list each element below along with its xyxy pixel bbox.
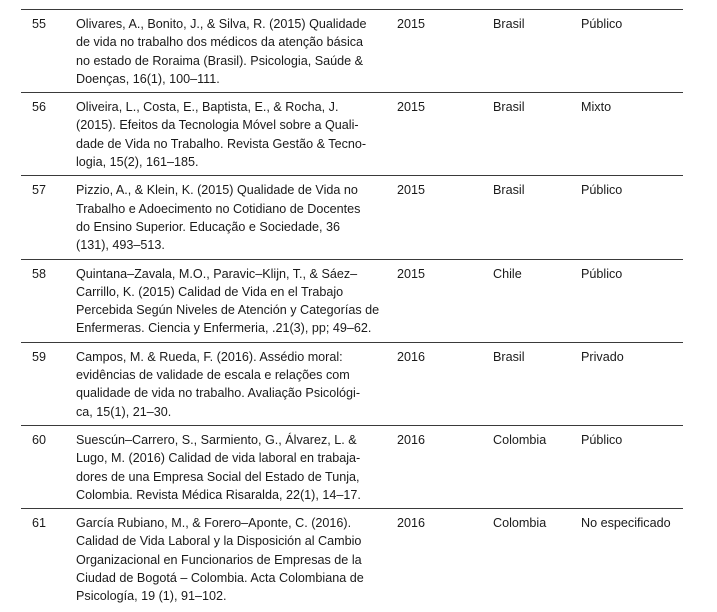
country: Brasil <box>493 17 525 31</box>
sector: Público <box>581 432 623 447</box>
reference-citation <box>76 98 386 171</box>
reference-line: evidências de validade de escala e relações com <box>76 368 350 383</box>
publication-year: 2015 <box>397 266 426 281</box>
reference-citation <box>76 265 386 338</box>
country: Brasil <box>493 183 525 198</box>
row-number: 55 <box>32 17 47 31</box>
reference-line: Colombia. Revista Médica Risaralda, 22(1), 14–17. <box>76 487 361 502</box>
reference-citation <box>76 431 386 504</box>
publication-year: 2016 <box>397 349 426 364</box>
reference-line: dade de Vida no Trabalho. Revista Gestão & Tecno- <box>76 136 367 151</box>
sector: Privado <box>581 349 624 364</box>
reference-line: Carrillo, K. (2015) Calidad de Vida en el Trabajo <box>76 284 344 299</box>
reference-line: de vida no trabalho dos médicos da atenção básica <box>76 35 364 50</box>
references-table <box>21 9 683 610</box>
reference-line: Organizacional en Funcionarios de Empresas de la <box>76 552 362 567</box>
reference-line: Percebida Según Niveles de Atención y Categorías de <box>76 303 380 318</box>
row-number: 56 <box>32 100 47 115</box>
reference-line: Ciudad de Bogotá – Colombia. Acta Colombiana de <box>76 571 364 586</box>
reference-line: Suescún–Carrero, S., Sarmiento, G., Álvarez, L. & <box>76 432 357 447</box>
reference-line: ca, 15(1), 21–30. <box>76 404 172 419</box>
publication-year: 2015 <box>397 183 426 198</box>
row-number: 58 <box>32 266 47 281</box>
country: Chile <box>493 266 522 281</box>
sector: No especificado <box>581 516 671 531</box>
country: Colombia <box>493 516 547 531</box>
reference-line: (2015). Efeitos da Tecnologia Móvel sobre a Quali- <box>76 118 359 133</box>
publication-year: 2016 <box>397 432 426 447</box>
country: Brasil <box>493 349 525 364</box>
reference-line: do Ensino Superior. Educação e Sociedade, 36 <box>76 219 340 234</box>
reference-line: García Rubiano, M., & Forero–Aponte, C. (2016). <box>76 516 352 531</box>
reference-citation <box>76 181 386 254</box>
reference-citation <box>76 514 386 605</box>
reference-line: (131), 493–513. <box>76 238 165 253</box>
table-row <box>21 509 683 609</box>
reference-line: Enfermeras. Ciencia y Enfermeria, .21(3), pp; 49–62. <box>76 321 372 336</box>
row-number: 61 <box>32 516 47 531</box>
reference-line: Pizzio, A., & Klein, K. (2015) Qualidade de Vida no <box>76 183 358 198</box>
row-number: 57 <box>32 183 47 198</box>
reference-line: Trabalho e Adoecimento no Cotidiano de Docentes <box>76 201 361 216</box>
sector: Público <box>581 17 623 31</box>
sector: Público <box>581 183 623 198</box>
table-row <box>21 426 683 509</box>
country: Brasil <box>493 100 525 115</box>
sector: Mixto <box>581 100 612 115</box>
reference-line: qualidade de vida no trabalho. Avaliação Psicológi- <box>76 386 361 401</box>
reference-line: Lugo, M. (2016) Calidad de vida laboral en trabaja- <box>76 451 361 466</box>
country: Colombia <box>493 432 547 447</box>
table-row <box>21 343 683 426</box>
reference-line: Oliveira, L., Costa, E., Baptista, E., & Rocha, J. <box>76 100 339 115</box>
reference-line: no estado de Roraima (Brasil). Psicologia, Saúde & <box>76 53 364 68</box>
row-number: 60 <box>32 432 47 447</box>
reference-line: Campos, M. & Rueda, F. (2016). Assédio moral: <box>76 349 343 364</box>
row-number: 59 <box>32 349 47 364</box>
publication-year: 2015 <box>397 100 426 115</box>
reference-citation <box>76 15 386 88</box>
table-row <box>21 260 683 343</box>
table-row <box>21 93 683 176</box>
reference-line: logia, 15(2), 161–185. <box>76 155 199 170</box>
reference-line: Psicología, 19 (1), 91–102. <box>76 589 227 604</box>
reference-line: Calidad de Vida Laboral y la Disposición al Cambio <box>76 534 362 549</box>
table-row <box>21 176 683 259</box>
table-row <box>21 10 683 93</box>
sector: Público <box>581 266 623 281</box>
reference-line: dores de una Empresa Social del Estado de Tunja, <box>76 469 360 484</box>
reference-line: Olivares, A., Bonito, J., & Silva, R. (2015) Qualidade <box>76 17 367 31</box>
reference-citation <box>76 348 386 421</box>
publication-year: 2016 <box>397 516 426 531</box>
reference-line: Doenças, 16(1), 100–111. <box>76 71 220 86</box>
publication-year: 2015 <box>397 17 426 31</box>
reference-line: Quintana–Zavala, M.O., Paravic–Klijn, T., & Sáez– <box>76 266 358 281</box>
